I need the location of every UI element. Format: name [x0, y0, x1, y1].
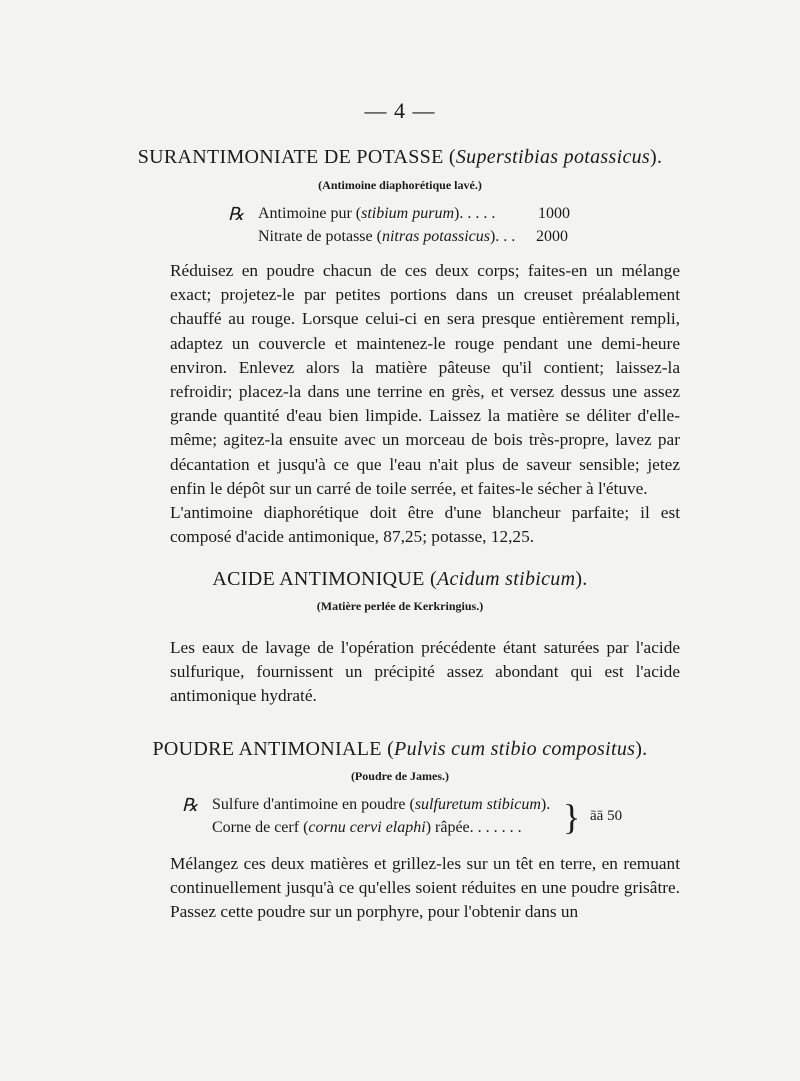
recipe-brace: } — [563, 797, 581, 837]
recipe-symbol: ℞ — [182, 795, 199, 815]
section-title-poudre-antimoniale: POUDRE ANTIMONIALE (Pulvis cum stibio compositus). — [152, 738, 648, 760]
paragraph: Les eaux de lavage de l'opération précédente étant saturées par l'acide sulfurique, fournissent un précipité assez abondant qui est l'acide antimonique hydraté. — [170, 638, 680, 706]
quantity: āā 50 — [590, 808, 623, 824]
section-subtitle: (Matière perlée de Kerkringius.) — [316, 599, 484, 613]
quantity: 2000 — [536, 228, 568, 245]
section-subtitle: (Poudre de James.) — [350, 769, 450, 783]
section-subtitle: (Antimoine diaphorétique lavé.) — [318, 178, 482, 192]
recipe-line: ℞ Sulfure d'antimoine en poudre (sulfuretum stibicum). — [182, 795, 551, 815]
quantity: 1000 — [538, 205, 570, 222]
paragraph: L'antimoine diaphorétique doit être d'une blancheur parfaite; il est composé d'acide antimonique, 87,25; potasse, 12,25. — [170, 503, 680, 547]
recipe-line: Corne de cerf (cornu cervi elaphi) râpée. . . . . . . — [212, 819, 522, 836]
recipe-line: ℞ Antimoine pur (stibium purum). . . . . 1000 — [228, 204, 570, 224]
section-title-surantimoniate: SURANTIMONIATE DE POTASSE (Superstibias potassicus). — [137, 146, 663, 168]
paragraph: Mélangez ces deux matières et grillez-les sur un têt en terre, en remuant continuellement jusqu'à ce qu'elles soient réduites en une poudre grisâtre. Passez cette poudre sur un porphyre, pour l'obtenir dans un — [170, 854, 680, 922]
paragraph: Réduisez en poudre chacun de ces deux corps; faites-en un mélange exact; projetez-le par petites portions dans un creuset préalablement chauffé au rouge. Lorsque celui-ci en sera presque entièrement rempli, adaptez un couvercle et maintenez-le rouge pendant une demi-heure environ. Enlevez alors la matière pâteuse qu'il contient; laissez-la refroidir; placez-la dans une terrine en grès, et versez dessus une assez grande quantité d'eau bien limpide. Laissez la matière se déliter d'elle-même; agitez-la ensuite avec un morceau de bois très-propre, lavez par décantation et jusqu'à ce que l'eau n'ait plus de saveur sensible; jetez enfin le dépôt sur un carré de toile serrée, et faites-le sécher à l'étuve. — [170, 261, 680, 498]
section-title-acide-antimonique: ACIDE ANTIMONIQUE (Acidum stibicum). — [212, 568, 588, 590]
recipe-symbol: ℞ — [228, 204, 245, 224]
recipe-line: Nitrate de potasse (nitras potassicus). . . 2000 — [258, 226, 515, 248]
page-number: — 4 — — [364, 98, 436, 123]
